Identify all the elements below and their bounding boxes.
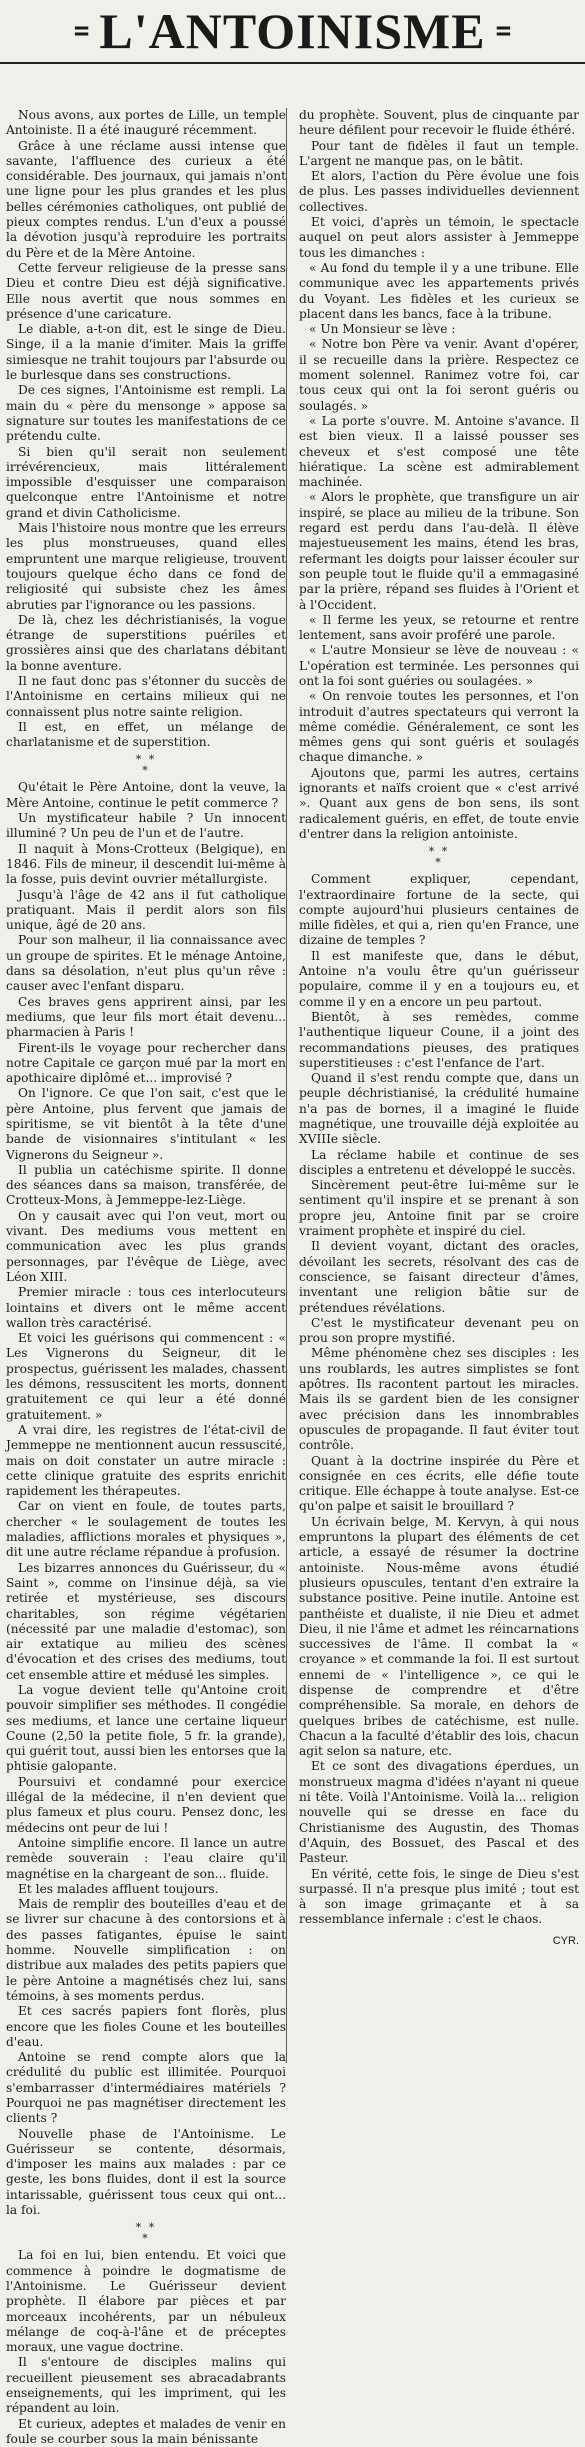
paragraph: Un mystificateur habile ? Un innocent illuminé ? Un peu de l'un et de l'autre. (6, 811, 286, 841)
paragraph: Un écrivain belge, M. Kervyn, à qui nous empruntons la plupart des éléments de cet article, a essayé de résumer la doctrine antoiniste. Nous-même avons étudié plusieurs opuscules, tentant d'en extraire la substance positive. Peine inutile. Antoine est panthéiste et dualiste, il nie Dieu et admet Dieu, il nie l'âme et admet les réincarnations successives de l'âme. Il combat la « croyance » et commande la foi. Il est surtout ennemi de « l'intelligence », ce qui le dispense de comprendre et d'être compréhensible. Sa morale, en dehors de quelques bribes de catéchisme, est nulle. Chacun a la faculté d'établir des lois, chacun agit selon sa nature, etc. (299, 1514, 579, 1759)
paragraph: A vrai dire, les registres de l'état-civil de Jemmeppe ne mentionnent aucun ressuscité, mais on doit constater un autre miracle : cette clinique gratuite des esprits enrichit rapidement les thérapeutes. (6, 1422, 286, 1499)
paragraph: Quant à la doctrine inspirée du Père et consignée en ces écrits, elle défie toute critique. Elle échappe à toute analyse. Est-ce qu'on palpe et saisit le brouillard ? (299, 1453, 579, 1514)
paragraph: C'est le mystificateur devenant peu on prou son propre mystifié. (299, 1315, 579, 1346)
section-separator: * * * (135, 2221, 157, 2246)
left-column (6, 108, 286, 2446)
paragraph: Sincèrement peut-être lui-même sur le sentiment qu'il inspire et se prenant à son propre jeu, Antoine finit par se croire vraiment prophète et inspiré du ciel. (299, 1178, 579, 1239)
paragraph: Grâce à une réclame aussi intense que savante, l'affluence des curieux a été considérable. Des journaux, qui jamais n'ont une ligne pour les plus grandes et les plus belles cérémonies catholiques, ont publié de pieux comptes rendus. L'un d'eux a poussé la dévotion jusqu'à reproduire les portraits du Père et de la Mère Antoine. (6, 138, 286, 260)
paragraph: du prophète. Souvent, plus de cinquante par heure défilent pour recevoir le fluide éthéré. (299, 108, 579, 138)
paragraph: Mais de remplir des bouteilles d'eau et de se livrer sur chacune à des contorsions et à des passes fatigantes, épuise le saint homme. Nouvelle simplification : on distribue aux malades des petits papiers que le père Antoine a magnétisés chez lui, sans témoins, à ses moments perdus. (6, 1897, 286, 2003)
paragraph: De là, chez les déchristianisés, la vogue étrange de superstitions puériles et grossières ainsi que des charlatans débitant la bonne aventure. (6, 612, 286, 673)
paragraph: Si bien qu'il serait non seulement irrévérencieux, mais littéralement impossible d'esquisser une comparaison quelconque entre l'Antoinisme et notre grand et divin Catholicisme. (6, 444, 286, 520)
paragraph: Il devient voyant, dictant des oracles, dévoilant les secrets, résolvant des cas de conscience, se faisant directeur d'âmes, inventant une religion bâtie sur de prétendues révélations. (299, 1239, 579, 1315)
paragraph: Il ne faut donc pas s'étonner du succès de l'Antoinisme en certains milieux qui ne connaissent plus notre sainte religion. (6, 673, 286, 719)
paragraph: Et voici les guérisons qui commencent : « Les Vignerons du Seigneur, dit le prospectus, guérissent les malades, chassent les démons, ressuscitent les morts, donnent gratuitement ce qui leur a été donné gratuitement. » (6, 1331, 286, 1422)
paragraph: Mais l'histoire nous montre que les erreurs les plus monstrueuses, quand elles empruntent une marque religieuse, trouvent toujours quelque écho dans ce fond de religiosité qui subsiste chez les âmes abruties par l'ignorance ou les passions. (6, 521, 286, 612)
paragraph: Antoine simplifie encore. Il lance un autre remède souverain : l'eau claire qu'il magnétise en la chargeant de son... fluide. (6, 1835, 286, 1881)
paragraph: Cette ferveur religieuse de la presse sans Dieu et contre Dieu est déjà significative. Elle nous avertit que nous sommes en présence d'une caricature. (6, 260, 286, 321)
paragraph: La foi en lui, bien entendu. Et voici que commence à poindre le dogmatisme de l'Antoinisme. Le Guérisseur devient prophète. Il élabore par pièces et par morceaux incohérents, par un nébuleux mélange de coq-à-l'âne et de préceptes moraux, une vague doctrine. (6, 2248, 286, 2355)
quote-paragraph: « On renvoie toutes les personnes, et l'on introduit d'autres spectateurs qui verront la même comédie. Généralement, ce sont les mêmes gens qui sont guéris et soulagés chaque dimanche. » (299, 689, 579, 765)
section-separator: * * * (428, 845, 450, 870)
paragraph: Antoine se rend compte alors que la crédulité du public est illimitée. Pourquoi s'embarrasser d'intermédiaires matériels ? Pourquoi ne pas magnétiser directement les clients ? (6, 2050, 286, 2126)
paragraph: Et curieux, adeptes et malades de venir en foule se courber sous la main bénissante (6, 2416, 286, 2446)
masthead (0, 0, 585, 64)
paragraph: Même phénomène chez ses disciples : les uns roublards, les autres simplistes se font apôtres. Ils racontent partout les miracles. Mais ils se gardent bien de les consigner avec précision dans les innombrables opuscules de propagande. Il faut éviter tout contrôle. (299, 1346, 579, 1453)
paragraph: Nous avons, aux portes de Lille, un temple Antoiniste. Il a été inauguré récemment. (6, 108, 286, 138)
paragraph: Car on vient en foule, de toutes parts, chercher « le soulagement de toutes les maladies, afflictions morales et physiques », dit une autre réclame répandue à profusion. (6, 1499, 286, 1560)
paragraph: La réclame habile et continue de ses disciples a entretenu et développé le succès. (299, 1147, 579, 1177)
paragraph: Et voici, d'après un témoin, le spectacle auquel on peut alors assister à Jemmeppe tous les dimanches : (299, 215, 579, 260)
paragraph: Premier miracle : tous ces interlocuteurs lointains et divers ont le même accent wallon très caractérisé. (6, 1285, 286, 1330)
paragraph: Il naquit à Mons-Crotteux (Belgique), en 1846. Fils de mineur, il descendit lui-même à la fosse, puis devint ouvrier métallurgiste. (6, 841, 286, 887)
right-column (299, 108, 579, 2063)
article-title: L'ANTOINISME (99, 3, 486, 59)
paragraph: Comment expliquer, cependant, l'extraordinaire fortune de la secte, qui compte aujourd'hui plusieurs centaines de mille fidèles, et qui a, rien qu'en France, une dizaine de temples ? (299, 872, 579, 948)
article-columns (6, 108, 579, 2446)
paragraph: Pour son malheur, il lia connaissance avec un groupe de spirites. Et le ménage Antoine, dans sa désolation, n'eut plus qu'un rêve : causer avec l'enfant disparu. (6, 933, 286, 994)
paragraph: Ces braves gens apprirent ainsi, par les mediums, que leur fils mort était devenu... pharmacien à Paris ! (6, 994, 286, 1040)
paragraph: Il publia un catéchisme spirite. Il donne des séances dans sa maison, transférée, de Crotteux-Mons, à Jemmeppe-lez-Liège. (6, 1162, 286, 1208)
paragraph: Il s'entoure de disciples malins qui recueillent pieusement ses abracadabrants enseignements, qui les impriment, qui les répandent au loin. (6, 2355, 286, 2416)
paragraph: Et ce sont des divagations éperdues, un monstrueux magma d'idées n'ayant ni queue ni tête. Voilà l'Antoinisme. Voilà la... religion nouvelle qui se dresse en face du Christianisme des Augustin, des Thomas d'Aquin, des Bossuet, des Pascal et des Pasteur. (299, 1759, 579, 1866)
paragraph: Le diable, a-t-on dit, est le singe de Dieu. Singe, il a la manie d'imiter. Mais la griffe simiesque ne trahit toujours par l'absurde ou le burlesque dans ses constructions. (6, 322, 286, 383)
quote-paragraph: « Alors le prophète, que transfigure un air inspiré, se place au milieu de la tribune. Son regard est perdu dans l'au-delà. Il élève majestueusement les mains, étend les bras, refermant les doigts pour laisser écouler sur son peuple tout le fluide qu'il a emmagasiné par la prière, répand ses fluides à l'Orient et à l'Occident. (299, 490, 579, 612)
paragraph: En vérité, cette fois, le singe de Dieu s'est surpassé. Il n'a presque plus imité ; tout est à son image grimaçante et à sa ressemblance infernale : c'est le chaos. (299, 1866, 579, 1927)
paragraph: Firent-ils le voyage pour rechercher dans notre Capitale ce garçon mué par la mort en apothicaire diplômé et... improvisé ? (6, 1040, 286, 1086)
paragraph: Poursuivi et condamné pour exercice illégal de la médecine, il n'en devient que plus fameux et plus couru. Pensez donc, les médecins ont peur de lui ! (6, 1774, 286, 1835)
paragraph: Ajoutons que, parmi les autres, certains ignorants et naïfs croient que « c'est arrivé ». Quant aux gens de bon sens, ils sont radicalement guéris, en effet, de toute envie d'entrer dans la religion antoiniste. (299, 765, 579, 841)
quote-paragraph: « L'autre Monsieur se lève de nouveau : « L'opération est terminée. Les personnes qui ont la foi sont guéries ou soulagées. » (299, 643, 579, 688)
masthead-deco-left: = (73, 16, 90, 46)
quote-paragraph: « La porte s'ouvre. M. Antoine s'avance. Il est bien vieux. Il a laissé pousser ses cheveux et s'est composé une tête hiératique. La scène est admirablement machinée. (299, 413, 579, 490)
paragraph: Pour tant de fidèles il faut un temple. L'argent ne manque pas, on le bâtit. (299, 138, 579, 168)
paragraph: Nouvelle phase de l'Antoinisme. Le Guérisseur se contente, désormais, d'imposer les mains aux malades : par ce geste, les bons fluides, dont il est la source intarissable, guérissent tous ceux qui ont... la foi. (6, 2126, 286, 2218)
paragraph: On l'ignore. Ce que l'on sait, c'est que le père Antoine, plus fervent que jamais de spiritisme, se vit bientôt à la tête d'une bande de visionnaires s'intitulant « les Vignerons du Seigneur ». (6, 1086, 286, 1162)
paragraph: On y causait avec qui l'on veut, mort ou vivant. Des mediums vous mettent en communication avec les plus grands personnages, par l'évêque de Liège, avec Léon XIII. (6, 1208, 286, 1284)
paragraph: Et alors, l'action du Père évolue une fois de plus. Les passes individuelles deviennent collectives. (299, 169, 579, 214)
paragraph: La vogue devient telle qu'Antoine croit pouvoir simplifier ses méthodes. Il congédie ses mediums, et lance une certaine liqueur Coune (2,50 la petite fiole, 5 fr. la grande), qui guérit tout, aussi bien les entorses que la phtisie galopante. (6, 1682, 286, 1774)
paragraph: De ces signes, l'Antoinisme est rempli. La main du « père du mensonge » appose sa signature sur toutes les manifestations de ce prétendu culte. (6, 383, 286, 444)
paragraph: Quand il s'est rendu compte que, dans un peuple déchristianisé, la crédulité humaine n'a pas de bornes, il a imaginé le fluide magnétique, une trouvaille déjà exploitée au XVIIIe siècle. (299, 1071, 579, 1147)
paragraph: Qu'était le Père Antoine, dont la veuve, la Mère Antoine, continue le petit commerce ? (6, 780, 286, 810)
paragraph: Et les malades affluent toujours. (18, 1881, 219, 1896)
quote-paragraph: « Au fond du temple il y a une tribune. Elle communique avec les appartements privés du Voyant. Les fidèles et les curieux se placent dans les bancs, face à la tribune. (299, 260, 579, 321)
masthead-deco-right: = (495, 16, 512, 46)
quote-paragraph: « Notre bon Père va venir. Avant d'opérer, il se recueille dans la prière. Respectez ce moment solennel. Ranimez votre foi, car tous ceux qui ont la foi seront guéris ou soulagés. » (299, 337, 579, 413)
paragraph: Et ces sacrés papiers font florès, plus encore que les fioles Coune et les bouteilles d'eau. (6, 2004, 286, 2049)
section-separator: * * * (135, 753, 157, 778)
quote-paragraph: « Il ferme les yeux, se retourne et rentre lentement, sans avoir proféré une parole. (299, 612, 579, 643)
quote-paragraph: « Un Monsieur se lève : (309, 322, 456, 337)
paragraph: Les bizarres annonces du Guérisseur, du « Saint », comme on l'insinue déjà, sa vie retirée et mystérieuse, ses discours charitables, son régime végétarien (nécessité par une maladie d'estomac), son air extatique au milieu des scènes d'évocation et des crises des mediums, tout cet ensemble attire et médusé les simples. (6, 1560, 286, 1682)
paragraph: Jusqu'à l'âge de 42 ans il fut catholique pratiquant. Mais il perdit alors son fils unique, âgé de 20 ans. (6, 887, 286, 933)
paragraph: Il est, en effet, un mélange de charlatanisme et de superstition. (6, 719, 286, 750)
author-signature: CYR. (552, 1934, 579, 1947)
paragraph: Bientôt, à ses remèdes, comme l'authentique liqueur Coune, il a joint des recommandations pieuses, des pratiques superstitieuses : c'est l'enfance de l'art. (299, 1009, 579, 1070)
paragraph: Il est manifeste que, dans le début, Antoine n'a voulu être qu'un guérisseur populaire, comme il y en a toujours eu, et comme il y en a encore un peu partout. (299, 948, 579, 1009)
